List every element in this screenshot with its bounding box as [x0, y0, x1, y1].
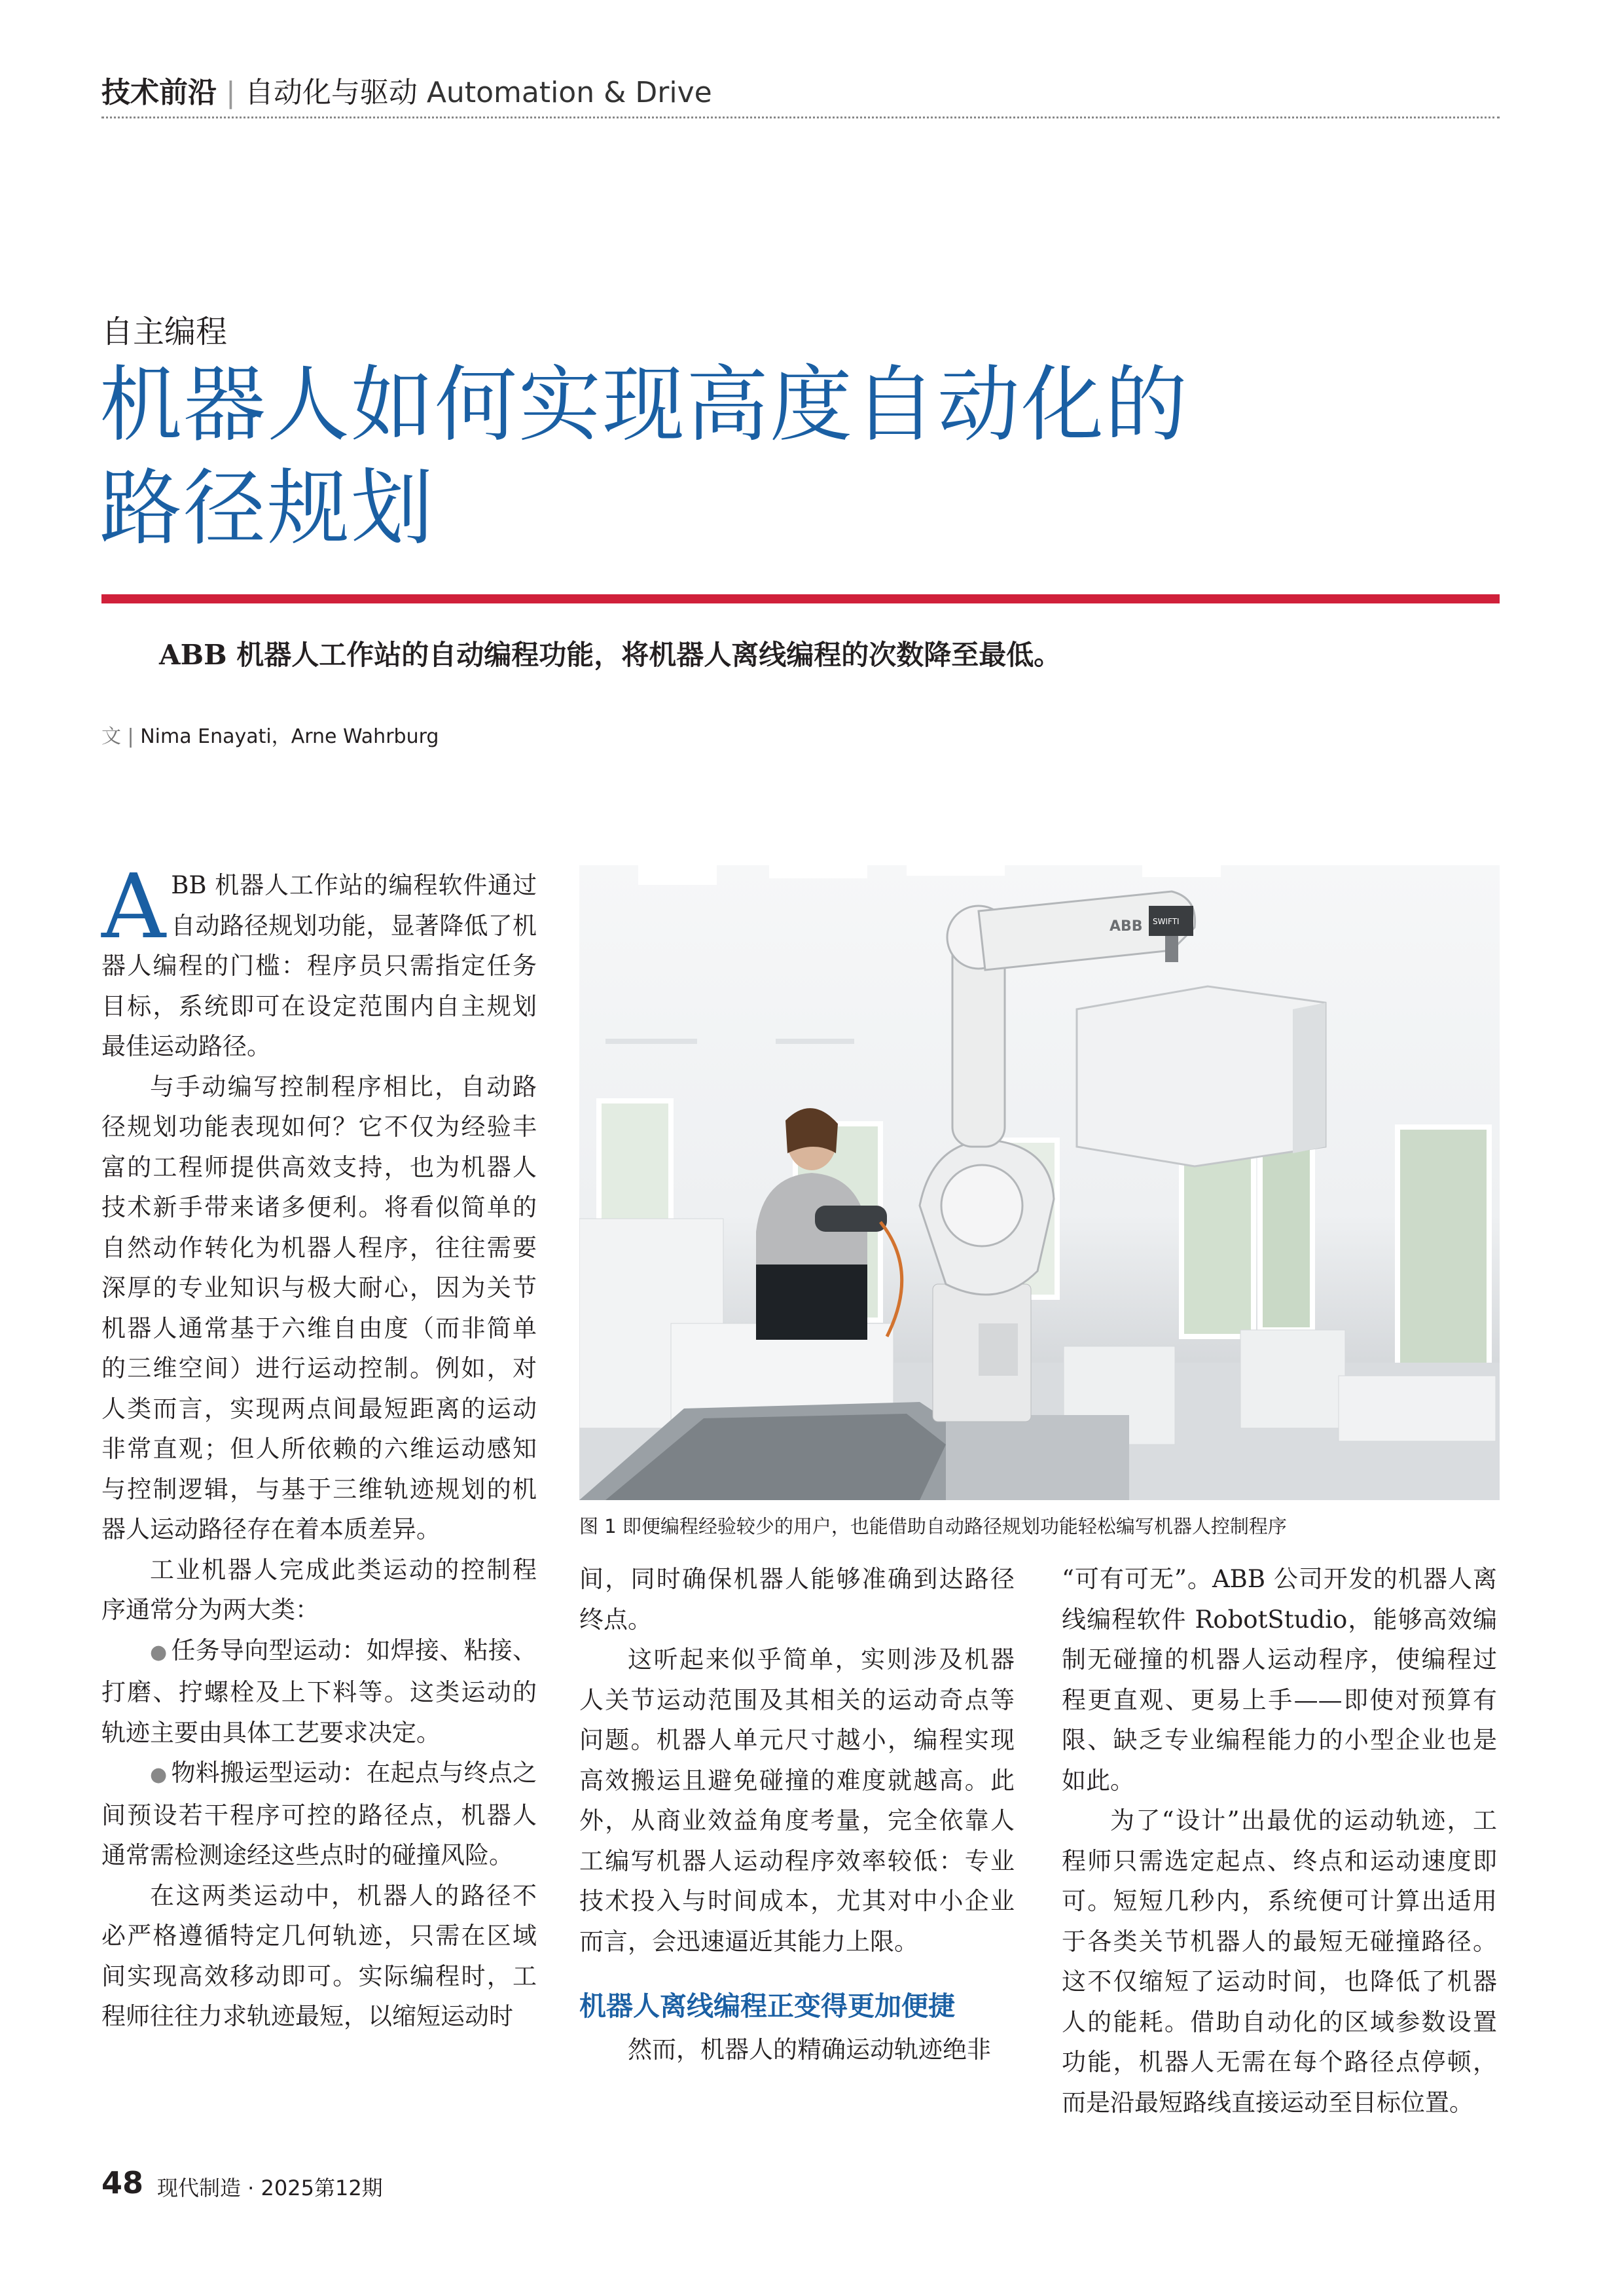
bullet-icon: ● [150, 1640, 168, 1664]
dropcap: A [101, 855, 166, 959]
robot-base-panel [979, 1323, 1018, 1376]
running-header [101, 69, 712, 111]
page-number: 48 [101, 2165, 144, 2200]
header-divider [101, 117, 1500, 118]
person-skirt [756, 1265, 867, 1340]
section-heading: 机器人离线编程正变得更加便捷 [579, 1990, 955, 2022]
section-label: 技术前沿 [101, 76, 217, 109]
paragraph-2: 与手动编写控制程序相比，自动路径规划功能表现如何？它不仅为经验丰富的工程师提供高效支持，也为机器人技术新手带来诸多便利。将看似简单的自然动作转化为机器人程序，往往需要深厚的专业知识与极大耐心，因为关节机器人通常基于六维自由度（而非简单的三维空间）进行运动控制。例如，对人类而言，实现两点间最短距离的运动非常直观；但人所依赖的六维运动感知与控制逻辑，与基于三维轨迹规划的机器人运动路径存在着本质差异。 [101, 1072, 537, 1543]
title-line-1: 机器人如何实现高度自动化的 [99, 357, 1189, 453]
robot-model-label: SWIFTI [1153, 917, 1180, 926]
ceiling-light [769, 865, 867, 878]
white-box [1240, 1330, 1345, 1428]
robot-logo: ABB [1110, 918, 1143, 935]
robot-illustration [579, 865, 1500, 1500]
paragraph-4: 在这两类运动中，机器人的路径不必严格遵循特定几何轨迹，只需在区域间实现高效移动即可。实际编程时，工程师往往力求轨迹最短，以缩短运动时 [101, 1881, 537, 2030]
subsection-en: Automation & Drive [426, 76, 712, 109]
robot-joint [941, 1165, 1022, 1246]
figure-caption: 图 1 即便编程经验较少的用户，也能借助自动路径规划功能轻松编写机器人控制程序 [579, 1515, 1287, 1537]
paragraph-8: “可有可无”。ABB 公司开发的机器人离线编程软件 RobotStudio，能够高效编制无碰撞的机器人运动程序，使编程过程更直观、更易上手——即使对预算有限、缺乏专业编程能力的小型企业也是如此。 [1062, 1565, 1497, 1795]
gripped-box [1077, 986, 1326, 1166]
ceiling-light [907, 865, 1005, 876]
white-box [1339, 1376, 1496, 1441]
header-separator: | [226, 76, 236, 109]
person-hair [785, 1108, 838, 1153]
subsection-cn: 自动化与驱动 [244, 76, 418, 109]
figure-robot-photo [579, 865, 1500, 1500]
gripped-box-side [1293, 1003, 1326, 1153]
title-line-2: 路径规划 [99, 460, 435, 556]
paragraph-6: 这听起来似乎简单，实则涉及机器人关节运动范围及其相关的运动奇点等问题。机器人单元尺寸越小，编程实现高效搬运且避免碰撞的难度就越高。此外，从商业效益角度考量，完全依靠人工编写机器人运动程序效率较低：专业技术投入与时间成本，尤其对中小企业而言，会迅速逼近其能力上限。 [579, 1645, 1015, 1956]
byline-label: 文 | [101, 725, 134, 748]
title-rule [101, 594, 1500, 603]
ceiling-light [638, 865, 717, 885]
pendant-cable [880, 1222, 902, 1336]
window [1182, 1140, 1254, 1336]
bullet-item-1 [101, 1630, 537, 1753]
paragraph-1-text: BB 机器人工作站的编程软件通过自动路径规划功能，显著降低了机器人编程的门槛：程序员只需指定任务目标，系统即可在设定范围内自主规划最佳运动路径。 [101, 871, 537, 1060]
paragraph-9: 为了“设计”出最优的运动轨迹，工程师只需选定起点、终点和运动速度即可。短短几秒内，系统便可计算出适用于各类关节机器人的最短无碰撞路径。这不仅缩短了运动时间，也降低了机器人的能耗。借助自动化的区域参数设置功能，机器人无需在每个路径点停顿，而是沿最短路线直接运动至目标位置。 [1062, 1806, 1497, 2117]
body-column-3 [1062, 1559, 1497, 2123]
article-lead: ABB 机器人工作站的自动编程功能，将机器人离线编程的次数降至最低。 [159, 639, 1062, 671]
robot-flange [1165, 936, 1178, 962]
window [1398, 1127, 1489, 1376]
paragraph-5: 间，同时确保机器人能够准确到达路径终点。 [579, 1565, 1015, 1634]
byline [101, 720, 439, 749]
bullet-item-2-text: 物料搬运型运动：在起点与终点之间预设若干程序可控的路径点，机器人通常需检测途经这些点时的碰撞风险。 [101, 1759, 537, 1869]
teach-pendant [815, 1206, 887, 1232]
wall-lamp [605, 1039, 697, 1044]
article-title [99, 353, 1474, 560]
article-kicker: 自主编程 [101, 314, 228, 350]
bullet-item-1-text: 任务导向型运动：如焊接、粘接、打磨、拧螺栓及上下料等。这类运动的轨迹主要由具体工艺要求决定。 [101, 1636, 537, 1747]
conveyor-frame [946, 1415, 1129, 1500]
magazine-issue: 现代制造 · 2025第12期 [157, 2176, 383, 2200]
paragraph-1 [101, 855, 537, 1067]
bullet-item-2 [101, 1753, 537, 1876]
body-column-2 [579, 1559, 1015, 2070]
body-column-1 [101, 855, 537, 2037]
wall-lamp [776, 1039, 854, 1044]
paragraph-7: 然而，机器人的精确运动轨迹绝非 [628, 2035, 991, 2064]
paragraph-3: 工业机器人完成此类运动的控制程序通常分为两大类： [101, 1555, 537, 1624]
window [1260, 1140, 1312, 1330]
ceiling-light [1142, 865, 1221, 877]
byline-authors: Nima Enayati，Arne Wahrburg [140, 725, 439, 748]
bullet-icon: ● [150, 1763, 168, 1786]
